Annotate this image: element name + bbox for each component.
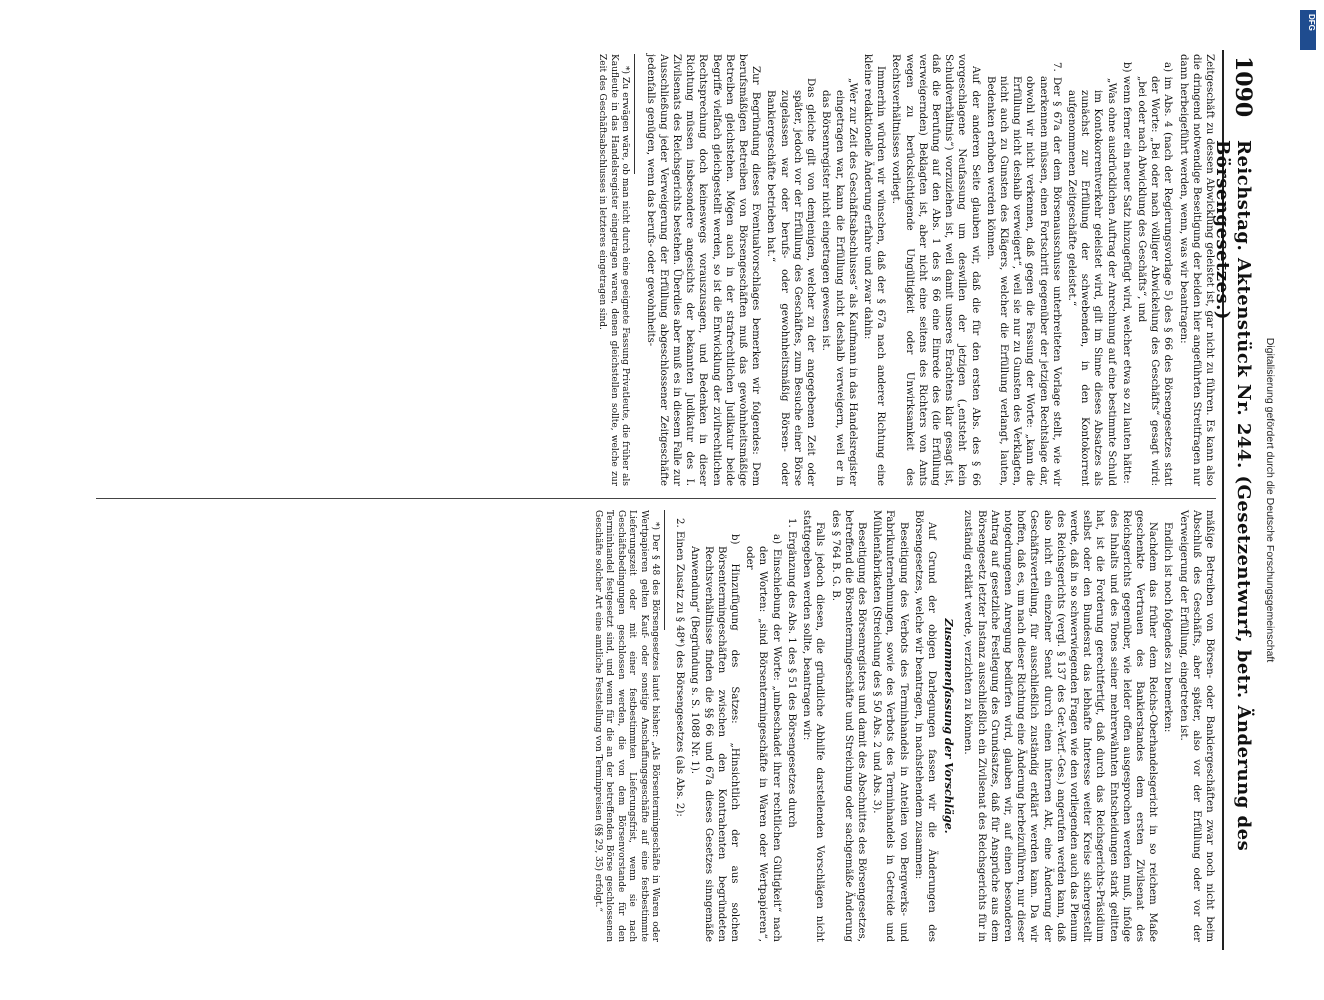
paragraph: 2. Einen Zusatz zu § 48*) des Börsengesetzes (als Abs. 2): — [674, 518, 686, 817]
paragraph: a) Einschiebung der Worte: „unbeschadet ihrer rechtlichen Gültigkeit“ nach den Worten: „sind Börsentermingeschäfte in Waren oder Wertpapieren“, oder — [744, 534, 782, 942]
paragraph: 1. Ergänzung des Abs. 1 des § 51 des Börsengesetzes durch — [785, 518, 797, 828]
paragraph: Beseitigung des Börsenregisters und damit des Abschnittes des Börsengesetzes, betreffend die Börsentermingeschäfte und Streichung oder sachgemäße Änderung des § 764 B. G. B. — [829, 510, 867, 942]
paragraph: a) im Abs. 4 (nach der Regierungsvorlage 5) des § 66 des Börsengesetzes statt der Worte: „Bei oder nach völliger Abwickelung des Geschäfts“ gesagt wird: „bei oder nach Abwicklung des Geschäfts“, und — [1135, 62, 1174, 486]
dfg-logo — [1300, 10, 1316, 50]
paragraph: Nachdem das früher dem Reichs-Oberhandelsgericht in so reichem Maße geschenkte Vertrauen des Bankierstandes dem ersten Zivilsenat des Reichsgerichts gegenüber, wie leider offen ausgesprochen werden muß, infolge des Inhalts und des Tones seiner mehrerwähnten Entscheidungen stark gelitten hat, ist die Forderung gerechtfertigt, daß durch das Reichsgerichts-Präsidium selbst oder den Bundesrat das lebhafte Interesse weiter Kreise sichergestellt werde, daß in so schwerwiegenden Fragen wie den vorliegenden auch das Plenum des Reichsgerichts (vergl. § 137 des Ger.-Verf.-Ges.) angerufen werden kann, daß also nicht ein einzelner Senat durch einen internen Akt, eine Änderung der Geschäftsverteilung, für ausschließlich zuständig erklärt werden kann. Da wir hoffen, daß es, um nach dieser Richtung eine Änderung herbeizuführen, nur dieser notgedrungenen Anregung bedürfen wird, glauben wir, auf einen besonderen Antrag auf gesetzliche Festlegung des Grundsatzes, daß für Ansprüche aus dem Börsengesetz letzter Instanz ausschließlich ein Zivilsenat des Reichsgerichts für in zuständig erklärt werde, verzichten zu können. — [962, 510, 1159, 942]
paragraph: b) Hinzufügung des Satzes: „Hinsichtlich der aus solchen Börsentermingeschäften zwischen den Kontrahenten begründeten Rechtsverhältnisse finden die §§ 66 und 67a dieses Gesetzes sinngemäße Anwendung“ (Begründung s. S. 1088 Nr. 1). — [689, 534, 741, 942]
document-page — [50, 50, 1260, 950]
paragraph: Das gleiche gilt von demjenigen, welcher zu der angegebenen Zeit oder später, jedoch vor der Erfüllung des Geschäftes, zum Besuche einer Börse zugelassen war oder berufs- oder gewohnheitsmäßig Börsen- oder Bankiergeschäfte betrieben hat.“ — [765, 78, 817, 486]
footnote: *) Zu erwägen wäre, ob man nicht durch eine geeignete Fassung Privatleute, die früher als Kaufleute in das Handelsregister eingetragen waren, denen gleichstellen sollte, welche zur Zeit des Geschäftsabschlusses in letzteres eingetragen sind. — [597, 54, 631, 486]
footnote-rule — [664, 510, 665, 630]
page-number: 1090 — [1230, 56, 1256, 118]
running-head: Reichstag. Aktenstück Nr. 244. (Gesetzentwurf, betr. Änderung des Börsengesetzes.) — [1212, 140, 1254, 852]
footnote-rule — [634, 54, 635, 174]
paragraph: Zeitgeschäft zu dessen Abwicklung geleistet ist, gar nicht zu führen. Es kann also die dringend notwendige Beseitigung der beiden hier angeführten Streitfragen nur dann herbeigeführt werden, wenn, was wir beantragen: — [1177, 54, 1215, 486]
paragraph: Zur Begründung dieses Eventualvorschlages bemerken wir folgendes: Dem berufsmäßigen Betreiben von Börsengeschäften muß das gewohnheitsmäßige Betreiben gleichstehen. Mögen auch in der strafrechtlichen Judikatur beide Begriffe vielfach gleichgestellt werden, so ist die Entwicklung der zivilrechtlichen Rechtsprechung doch keineswegs vorauszusagen, und Bedenken in dieser Richtung müssen insbesondere angesichts der bekannten Judikatur des I. Zivilsenats des Reichsgerichts bestehen. Überdies aber muß es in diesem Falle zur Ausschließung jeder Verweigerung der Erfüllung abgeschlossener Zeitgeschäfte jedenfalls genügen, wenn das berufs- oder gewohnheits- — [644, 54, 762, 486]
paragraph: b) wenn ferner ein neuer Satz hinzugefügt wird, welcher etwa so zu lauten hätte: — [1120, 62, 1132, 484]
logo-text: DFG — [1307, 14, 1316, 31]
paragraph: Auf Grund der obigen Darlegungen fassen wir die Änderungen des Börsengesetzes, welche wir beantragen, in nachstehendem zusammen: — [912, 510, 937, 942]
credit-text: Digitalisierung gefördert durch die Deutsche Forschungsgemeinschaft — [1264, 337, 1276, 663]
column-separator — [96, 498, 1216, 499]
right-column — [589, 510, 1216, 942]
footnote: *) Der § 48 des Börsengesetzes lautet bisher: „Als Börsentermingeschäfte in Waren oder Wertpapieren gelten Kauf- oder sonstige Anschaffungsgeschäfte auf eine festbestimmte Lieferungszeit oder mit einer festbestimmten Lieferungsfrist, wenn sie nach Geschäftsbedingungen geschlossen werden, die von dem Börsenvorstande für den Terminhandel festgesetzt sind, und wenn für die an der betreffenden Börse geschlossenen Geschäfte solcher Art eine amtliche Feststellung von Terminpreisen (§§ 29, 35) erfolgt.“ — [592, 510, 661, 942]
paragraph: 7. Der § 67a der dem Börsenausschusse unterbreiteten Vorlage stellt, wie wir anerkennen müssen, einen Fortschritt gegenüber der jetzigen Rechtslage dar, obwohl wir nicht verkennen, daß gegen die Fassung der Worte: „kann die Erfüllung nicht deshalb verweigert“, weil sie nur zu Gunsten des Verklagten, nicht auch zu Gunsten des Klägers, welcher die Erfüllung verlangt, lauten, Bedenken erhoben werden können. — [984, 62, 1062, 486]
left-column — [594, 54, 1216, 486]
section-heading: Zusammenfassung der Vorschläge. — [942, 618, 956, 834]
paragraph: mäßige Betreiben von Börsen- oder Bankiergeschäften zwar noch nicht beim Abschluß des Geschäfts, aber später, also vor der Erfüllung oder vor der Verweigerung der Erfüllung, eingetreten ist. — [1177, 510, 1215, 942]
paragraph: Immerhin würden wir wünschen, daß der § 67a nach anderer Richtung eine kleine redaktionelle Änderung erfahre und zwar dahin: — [861, 54, 887, 486]
paragraph: „Was ohne ausdrücklichen Auftrag der Anrechnung auf eine bestimmte Schuld im Kontokorrentverkehr geleistet wird, gilt im Sinne dieses Absatzes als zunächst zur Erfüllung der schwebenden, in den Kontokorrent aufgenommenen Zeitgeschäfte geleistet.“ — [1065, 78, 1117, 486]
paragraph: Auf der anderen Seite glauben wir, daß die für den ersten Abs. des § 66 vorgeschlagene Neufassung um deswillen der jetzigen („entsteht kein Schuldverhältnis“) vorzuziehen ist, weil damit unseres Erachtens klar gesagt ist, daß die Berufung auf den Abs. 1 des § 66 eine Einrede des (die Erfüllung verweigernden) Beklagten ist, aber nicht eine seitens des Richters von Amts wegen zu berücksichtigende Ungültigkeit oder Unwirksamkeit des Rechtsverhältnisses vorliegt. — [890, 54, 981, 486]
paragraph: Beseitigung des Verbots des Terminhandels in Anteilen von Bergwerks- und Fabrikunternehmungen, sowie des Verbots des Terminhandels in Getreide und Mühlenfabrikaten (Streichung des § 50 Abs. 2 und Abs. 3). — [871, 510, 909, 942]
digitization-credit — [1236, 20, 1276, 980]
paragraph: Falls jedoch diesen, die gründliche Abhilfe darstellenden Vorschlägen nicht stattgegeben werden sollte, beantragen wir: — [801, 510, 826, 942]
paragraph: „Wer zur Zeit des Geschäftsabschlusses“ als Kaufmann in das Handelsregister eingetragen war, kann die Erfüllung nicht deshalb verweigern, weil er in das Börsenregister nicht eingetragen gewesen ist. — [820, 78, 858, 486]
paragraph: Endlich ist noch folgendes zu bemerken: — [1162, 522, 1174, 733]
